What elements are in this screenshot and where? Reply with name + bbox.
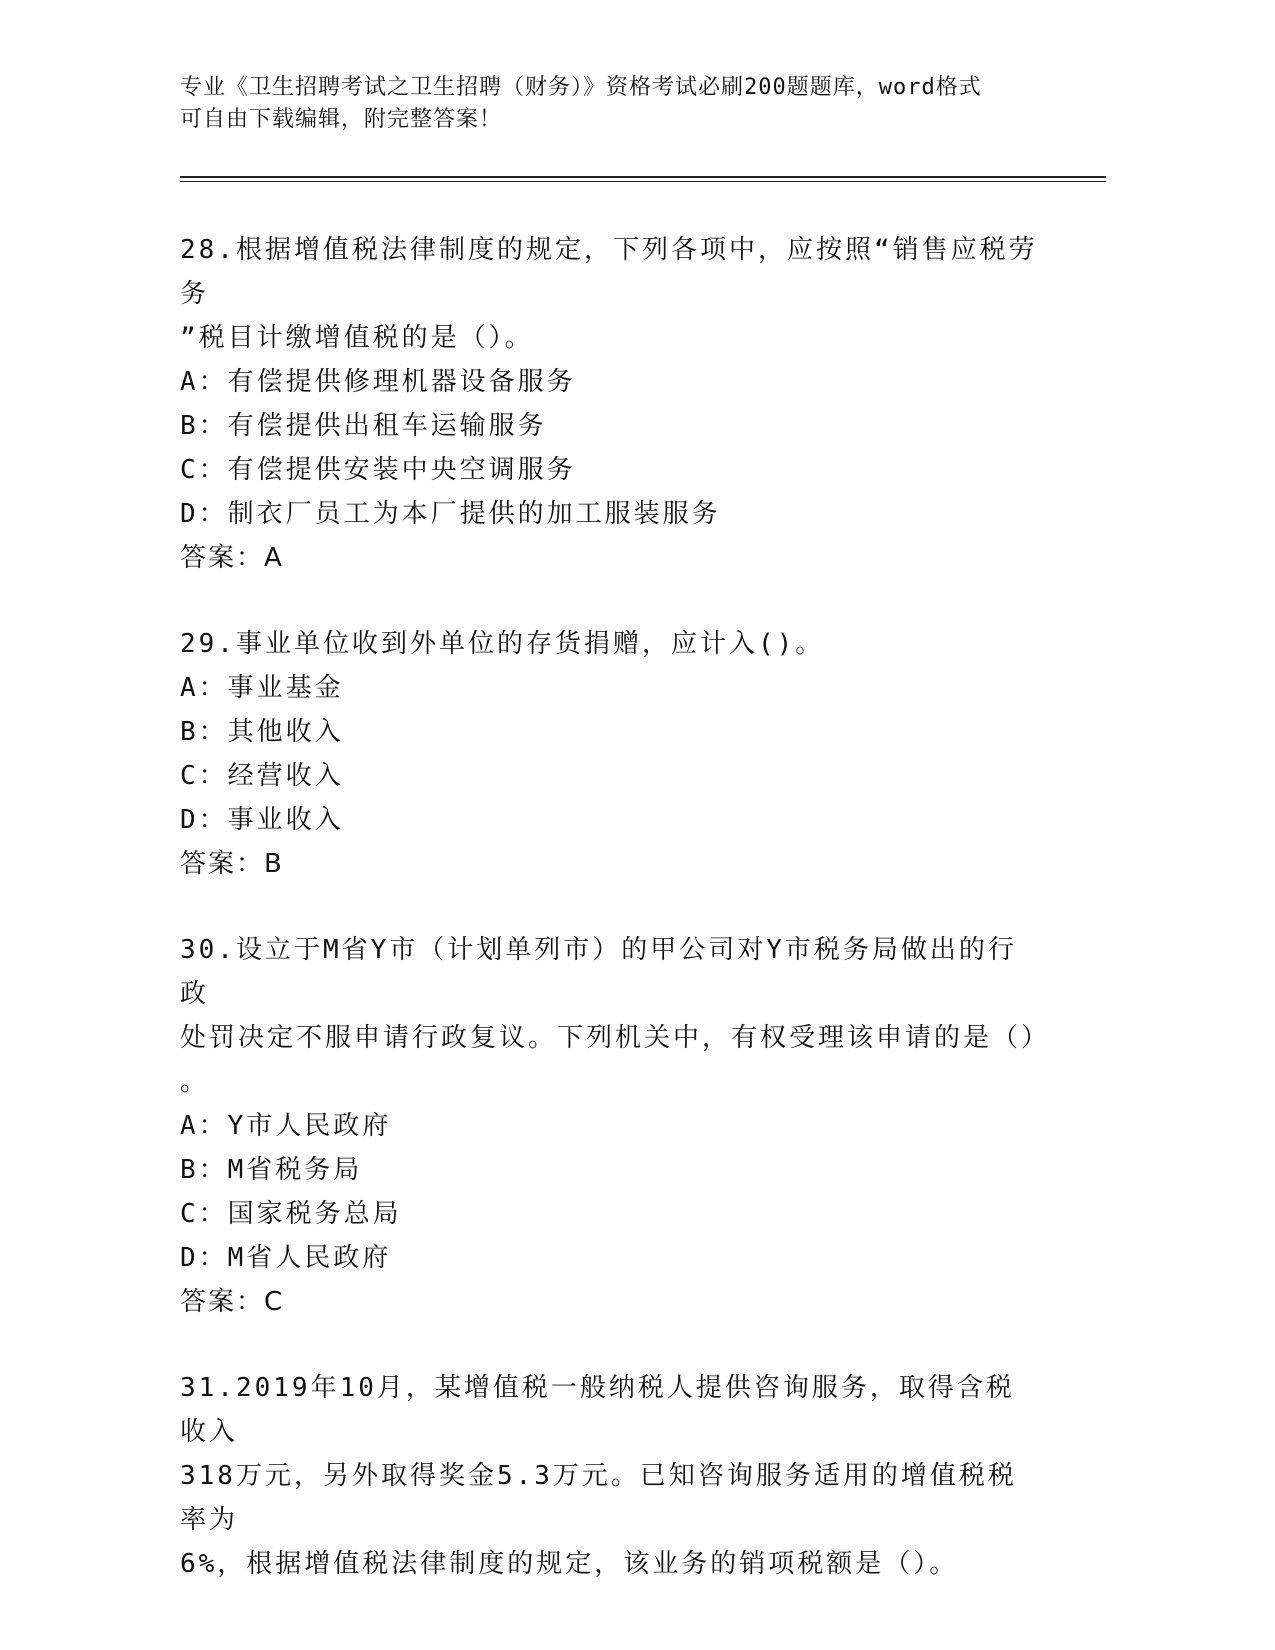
option-d: D：制衣厂员工为本厂提供的加工服装服务 (180, 499, 721, 529)
option-d: D：M省人民政府 (180, 1243, 392, 1273)
option-c: C：国家税务总局 (180, 1199, 402, 1229)
option-b: B：其他收入 (180, 717, 344, 747)
question-stem: 318万元，另外取得奖金5.3万元。已知咨询服务适用的增值税税率为 (180, 1461, 1017, 1535)
question-list (180, 228, 1051, 1628)
option-a: A：有偿提供修理机器设备服务 (180, 367, 576, 397)
question-stem: 处罚决定不服申请行政复议。下列机关中，有权受理该申请的是（） (180, 1023, 1051, 1053)
option-c: C：经营收入 (180, 761, 344, 791)
option-b: B：有偿提供出租车运输服务 (180, 411, 547, 441)
question-stem: ”税目计缴增值税的是（）。 (180, 323, 534, 353)
answer-label: 答案：B (180, 849, 284, 879)
document-header (180, 72, 1080, 136)
option-b: B：M省税务局 (180, 1155, 363, 1185)
header-line-2: 可自由下载编辑，附完整答案！ (180, 107, 503, 132)
question-28 (180, 228, 1040, 580)
question-31 (180, 1366, 1040, 1586)
question-stem: 。 (180, 1067, 210, 1097)
answer-label: 答案：C (180, 1287, 285, 1317)
question-29 (180, 622, 1040, 886)
header-line-1: 专业《卫生招聘考试之卫生招聘（财务）》资格考试必刷200题题库，word格式 (180, 75, 982, 100)
question-stem: 6%，根据增值税法律制度的规定，该业务的销项税额是（）。 (180, 1549, 959, 1579)
question-stem: 29.事业单位收到外单位的存货捐赠，应计入()。 (180, 629, 825, 659)
question-stem: 31.2019年10月，某增值税一般纳税人提供咨询服务，取得含税收入 (180, 1373, 1015, 1447)
option-a: A：事业基金 (180, 673, 344, 703)
option-a: A：Y市人民政府 (180, 1111, 392, 1141)
option-c: C：有偿提供安装中央空调服务 (180, 455, 576, 485)
option-d: D：事业收入 (180, 805, 344, 835)
header-divider (180, 176, 1106, 178)
answer-label: 答案：A (180, 543, 284, 573)
question-stem: 28.根据增值税法律制度的规定，下列各项中，应按照“销售应税劳务 (180, 235, 1038, 309)
header-divider-thin (180, 181, 1106, 182)
question-stem: 30.设立于M省Y市（计划单列市）的甲公司对Y市税务局做出的行政 (180, 935, 1017, 1009)
question-30 (180, 928, 1051, 1324)
